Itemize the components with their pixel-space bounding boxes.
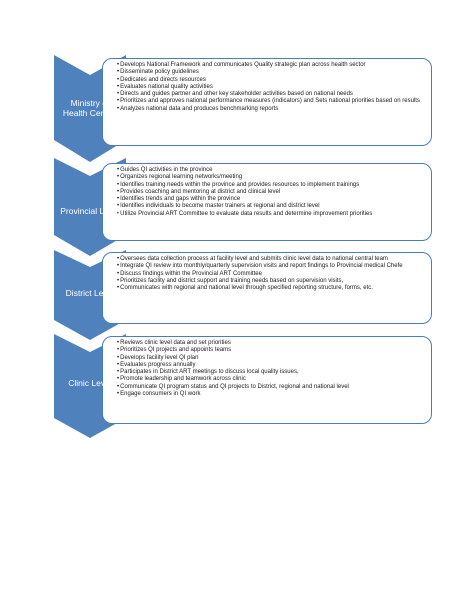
list-item: • Provides coaching and mentoring at district and clinical level <box>117 189 427 196</box>
list-item: • Directs and guides partner and other key stakeholder activities based on national needs <box>117 91 427 98</box>
list-item: • Dedicates and directs resources <box>117 77 427 84</box>
list-item: • Reviews clinic level data and set priorities <box>117 340 427 347</box>
clinic-label <box>54 378 126 388</box>
ministry-items <box>117 62 427 113</box>
list-item: • Discuss findings within the Provincial ART Committee <box>117 271 427 278</box>
clinic-box <box>102 336 432 424</box>
ministry-label-line-2: Health Central <box>62 108 118 118</box>
list-item: • Develops National Framework and communicates Quality strategic plan across health sector <box>117 62 427 69</box>
list-item: • Utilize Provincial ART Committee to evaluate data results and determine improvement priorities <box>117 211 427 218</box>
list-item: • Evaluates national quality activities <box>117 84 427 91</box>
clinic-label-line-1: Clinic Level <box>68 378 112 388</box>
provincial-box <box>102 163 432 241</box>
list-item: • Engage consumers in QI work <box>117 391 427 398</box>
provincial-label <box>54 206 126 216</box>
list-item: • Disseminate policy guidelines <box>117 69 427 76</box>
ministry-label <box>54 98 126 118</box>
list-item: • Develops facility level QI plan <box>117 355 427 362</box>
list-item: • Prioritizes and approves national performance measures (indicators) and Sets national priorities based on results <box>117 98 427 105</box>
list-item: • Promote leadership and teamwork across clinic <box>117 376 427 383</box>
district-label <box>54 288 126 298</box>
list-item: • Identifies individuals to become master trainers at regional and district level <box>117 203 427 210</box>
list-item: • Communicate QI program status and QI projects to District, regional and national level <box>117 384 427 391</box>
list-item: • Participates in District ART meetings to discuss local quality issues, <box>117 369 427 376</box>
ministry-box <box>102 58 432 146</box>
list-item: • Identifies training needs within the province and provides resources to implement trainings <box>117 182 427 189</box>
provincial-items <box>117 167 427 218</box>
list-item: • Integrate QI review into monthly/quarterly supervision visits and report findings to Provincial medical Chefe <box>117 263 427 270</box>
list-item: • Evaluates progress annually <box>117 362 427 369</box>
list-item: • Prioritizes QI projects and appoints teams <box>117 347 427 354</box>
list-item: • Organizes regional learning networks/meeting <box>117 174 427 181</box>
provincial-label-line-1: Provincial Level <box>60 206 120 216</box>
clinic-items <box>117 340 427 398</box>
district-items <box>117 256 427 292</box>
list-item: • Communicates with regional and national level through specified reporting structure, forms, etc. <box>117 285 427 292</box>
list-item: • Guides QI activities in the province <box>117 167 427 174</box>
list-item: • Oversees data collection process at facility level and submits clinic level data to national central team <box>117 256 427 263</box>
list-item: • Identifies trends and gaps within the province <box>117 196 427 203</box>
list-item: • Prioritizes facility and district support and training needs based on supervision visits, <box>117 278 427 285</box>
district-label-line-1: District Level <box>65 288 115 298</box>
district-box <box>102 252 432 324</box>
list-item: • Analyzes national data and produces benchmarking reports <box>117 106 427 113</box>
ministry-label-line-1: Ministry of <box>70 98 110 108</box>
